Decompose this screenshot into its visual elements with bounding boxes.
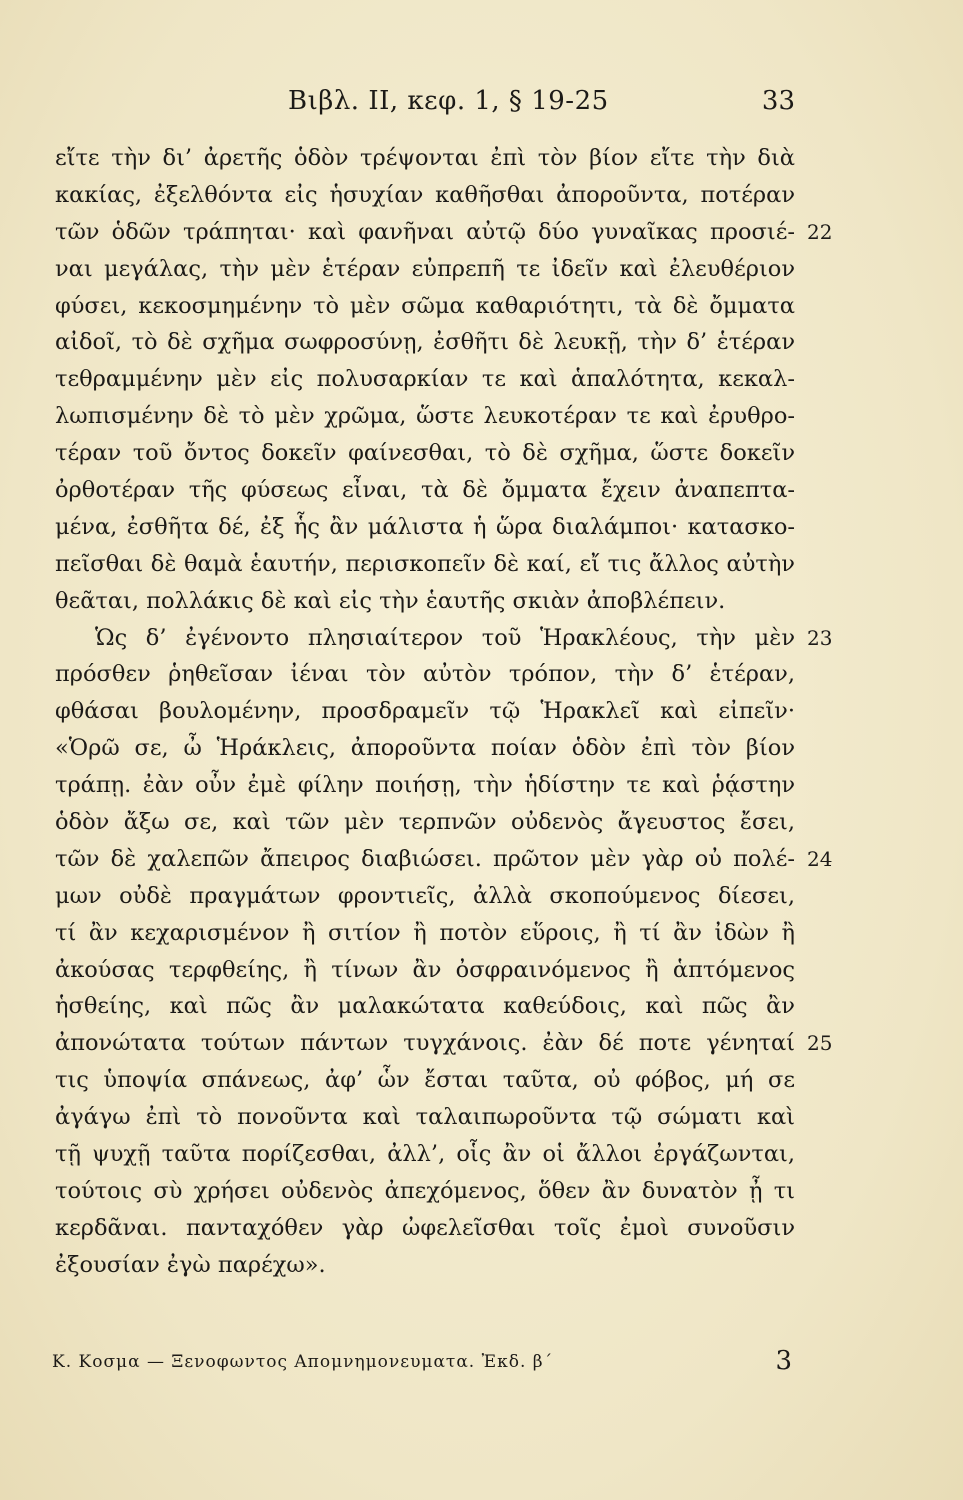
text-line: [55, 952, 795, 989]
line-text: τέραν τοῦ ὄντος δοκεῖν φαίνεσθαι, τὸ δὲ σχῆμα, ὥστε δοκεῖν: [55, 440, 795, 467]
text-line: [55, 656, 795, 693]
line-text: ἀκούσας τερφθείης, ἢ τίνων ἂν ὀσφραινόμενος ἢ ἁπτόμενος: [55, 956, 795, 983]
line-text: μένα, ἐσθῆτα δέ, ἐξ ἧς ἂν μάλιστα ἡ ὥρα διαλάμποι· κατασκο-: [55, 513, 795, 540]
line-text: φύσει, κεκοσμημένην τὸ μὲν σῶμα καθαριότητι, τὰ δὲ ὄμματα: [55, 292, 795, 319]
text-line: [55, 878, 795, 915]
line-text: μων οὐδὲ πραγμάτων φροντιεῖς, ἀλλὰ σκοπούμενος δίεσει,: [55, 882, 795, 909]
line-text: φθάσαι βουλομένην, προσδραμεῖν τῷ Ἡρακλεῖ καὶ εἰπεῖν·: [55, 698, 795, 725]
margin-section-number: 25: [807, 1031, 833, 1056]
text-line: [55, 361, 795, 398]
text-line: [55, 583, 795, 620]
text-line: [55, 140, 795, 177]
line-text: πεῖσθαι δὲ θαμὰ ἑαυτήν, περισκοπεῖν δὲ καί, εἴ τις ἄλλος αὐτὴν: [55, 550, 795, 577]
line-text: λωπισμένην δὲ τὸ μὲν χρῶμα, ὥστε λευκοτέραν τε καὶ ἐρυθρο-: [55, 403, 795, 430]
line-text: ἐξουσίαν ἐγὼ παρέχω».: [55, 1251, 326, 1278]
text-line: [55, 693, 795, 730]
text-line: [55, 915, 795, 952]
line-text: τῇ ψυχῇ ταῦτα πορίζεσθαι, ἀλλ’, οἷς ἂν οἱ ἄλλοι ἐργάζωνται,: [55, 1141, 795, 1168]
text-line: [55, 398, 795, 435]
body-text: [55, 140, 833, 1284]
line-text: εἴτε τὴν δι’ ἀρετῆς ὁδὸν τρέψονται ἐπὶ τὸν βίον εἴτε τὴν διὰ: [55, 145, 795, 171]
line-text: τράπῃ. ἐὰν οὖν ἐμὲ φίλην ποιήσῃ, τὴν ἡδίστην τε καὶ ῥᾴστην: [55, 772, 795, 799]
line-text: Ὡς δ’ ἐγένοντο πλησιαίτερον τοῦ Ἡρακλέους, τὴν μὲν: [95, 624, 795, 651]
text-line: [55, 1173, 795, 1210]
text-line: [55, 620, 833, 657]
line-text: θεᾶται, πολλάκις δὲ καὶ εἰς τὴν ἑαυτῆς σκιὰν ἀποβλέπειν.: [55, 587, 726, 614]
text-line: [55, 288, 795, 325]
line-text: κερδᾶναι. πανταχόθεν γὰρ ὠφελεῖσθαι τοῖς ἐμοὶ συνοῦσιν: [55, 1214, 795, 1241]
page-footer: [52, 1346, 792, 1382]
text-line: [55, 1210, 795, 1247]
text-line: [55, 435, 795, 472]
text-line: [55, 730, 795, 767]
text-line: [55, 988, 795, 1025]
text-line: [55, 177, 795, 214]
line-text: τις ὑποψία σπάνεως, ἀφ’ ὧν ἔσται ταῦτα, οὐ φόβος, μή σε: [55, 1067, 795, 1094]
text-line: [55, 251, 795, 288]
text-line: [55, 767, 795, 804]
margin-section-number: 23: [807, 625, 833, 650]
margin-section-number: 22: [807, 219, 833, 244]
footer-imprint: Κ. Κοσμα — Ξενοφωντος Απομνημονευματα. Ἐκδ. β΄: [52, 1352, 554, 1372]
line-text: ὁδὸν ἄξω σε, καὶ τῶν μὲν τερπνῶν οὐδενὸς ἄγευστος ἔσει,: [55, 809, 795, 836]
line-text: ἀπονώτατα τούτων πάντων τυγχάνοις. ἐὰν δέ ποτε γένηταί: [55, 1030, 795, 1057]
line-text: τῶν ὁδῶν τράπηται· καὶ φανῆναι αὐτῷ δύο γυναῖκας προσιέ-: [55, 218, 795, 245]
text-line: [55, 1025, 833, 1062]
text-line: [55, 214, 833, 251]
signature-mark: 3: [775, 1346, 792, 1376]
line-text: ὀρθοτέραν τῆς φύσεως εἶναι, τὰ δὲ ὄμματα ἔχειν ἀναπεπτα-: [55, 477, 795, 504]
text-line: [55, 1247, 795, 1284]
text-line: [55, 804, 795, 841]
line-text: κακίας, ἐξελθόντα εἰς ἡσυχίαν καθῆσθαι ἀποροῦντα, ποτέραν: [55, 181, 795, 208]
line-text: ναι μεγάλας, τὴν μὲν ἑτέραν εὐπρεπῆ τε ἰδεῖν καὶ ἐλευθέριον: [55, 255, 795, 282]
text-line: [55, 1136, 795, 1173]
text-line: [55, 1062, 795, 1099]
page-header: [0, 86, 963, 126]
line-text: «Ὁρῶ σε, ὦ Ἡράκλεις, ἀποροῦντα ποίαν ὁδὸν ἐπὶ τὸν βίον: [55, 735, 795, 762]
line-text: αἰδοῖ, τὸ δὲ σχῆμα σωφροσύνῃ, ἐσθῆτι δὲ λευκῇ, τὴν δ’ ἑτέραν: [55, 329, 795, 356]
text-line: [55, 1099, 795, 1136]
line-text: πρόσθεν ῥηθεῖσαν ἰέναι τὸν αὐτὸν τρόπον, τὴν δ’ ἑτέραν,: [55, 661, 795, 688]
line-text: τί ἂν κεχαρισμένον ἢ σιτίον ἢ ποτὸν εὕροις, ἢ τί ἂν ἰδὼν ἢ: [55, 919, 795, 946]
line-text: ἀγάγω ἐπὶ τὸ πονοῦντα καὶ ταλαιπωροῦντα τῷ σώματι καὶ: [55, 1104, 795, 1131]
line-text: ἡσθείης, καὶ πῶς ἂν μαλακώτατα καθεύδοις, καὶ πῶς ἂν: [55, 993, 795, 1020]
line-text: τεθραμμένην μὲν εἰς πολυσαρκίαν τε καὶ ἁπαλότητα, κεκαλ-: [55, 366, 795, 393]
text-line: [55, 324, 795, 361]
text-line: [55, 509, 795, 546]
text-line: [55, 546, 795, 583]
margin-section-number: 24: [807, 846, 833, 871]
text-line: [55, 472, 795, 509]
page-number: 33: [761, 86, 795, 116]
line-text: τῶν δὲ χαλεπῶν ἄπειρος διαβιώσει. πρῶτον μὲν γὰρ οὐ πολέ-: [55, 845, 795, 872]
text-line: [55, 841, 833, 878]
line-text: τούτοις σὺ χρήσει οὐδενὸς ἀπεχόμενος, ὅθεν ἂν δυνατὸν ᾖ τι: [55, 1177, 795, 1204]
running-title: Βιβλ. II, κεφ. 1, § 19-25: [288, 86, 609, 116]
